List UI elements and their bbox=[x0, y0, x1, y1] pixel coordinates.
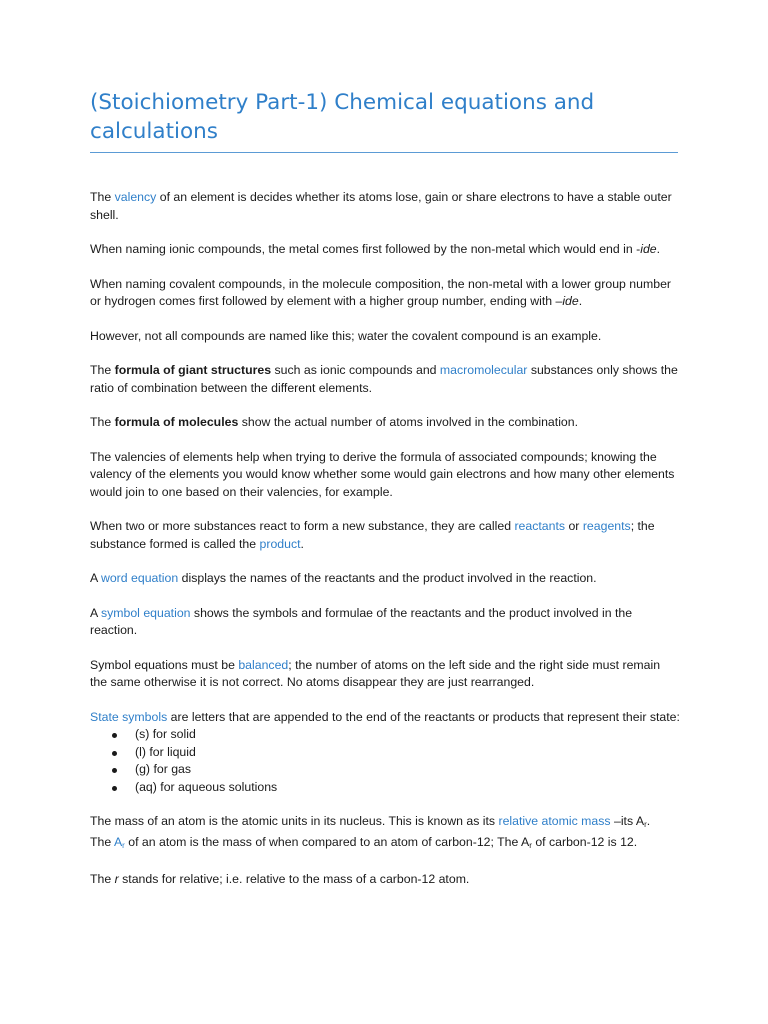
text-run: When two or more substances react to form a new substance, they are called bbox=[90, 519, 515, 533]
text-run: The bbox=[90, 834, 114, 849]
text-run: When naming ionic compounds, the metal comes first followed by the non-metal which would end in - bbox=[90, 242, 641, 256]
list-item-text: (g) for gas bbox=[135, 762, 192, 776]
list-item bbox=[90, 761, 680, 779]
bullet-icon bbox=[112, 786, 117, 791]
text-run: or bbox=[565, 519, 583, 533]
keyword-term: valency bbox=[114, 190, 157, 204]
text-run: The bbox=[90, 415, 115, 429]
keyword-term: word equation bbox=[100, 571, 179, 585]
document-title: (Stoichiometry Part-1) Chemical equations and calculations bbox=[90, 90, 595, 144]
bold-term: formula of giant structures bbox=[114, 363, 272, 377]
list-item-text: (s) for solid bbox=[135, 727, 196, 741]
paragraph bbox=[90, 189, 680, 224]
keyword-term: State symbols bbox=[90, 709, 168, 724]
text-run: When naming covalent compounds, in the molecule composition, the non-metal with a lower group number or hydrogen comes first followed by element with a higher group number, ending with – bbox=[90, 276, 671, 308]
paragraph bbox=[90, 518, 680, 553]
paragraph bbox=[90, 605, 680, 640]
paragraph bbox=[90, 362, 680, 397]
paragraph bbox=[90, 414, 680, 432]
text-run: . bbox=[578, 294, 583, 308]
paragraph bbox=[90, 328, 680, 346]
text-run: ; the substance formed is called the bbox=[90, 519, 655, 551]
text-run: show the actual number of atoms involved in the combination. bbox=[238, 415, 579, 429]
state-symbols-paragraph bbox=[90, 709, 680, 727]
paragraph bbox=[90, 241, 680, 259]
text-run: of an element is decides whether its atoms lose, gain or share electrons to have a stable outer shell. bbox=[90, 190, 672, 222]
text-run: The bbox=[90, 363, 115, 377]
keyword-term: product bbox=[259, 536, 301, 551]
italic-term: ide bbox=[562, 294, 579, 308]
closing-paragraphs bbox=[90, 813, 680, 889]
text-run: . bbox=[646, 814, 651, 828]
title-underline bbox=[90, 152, 678, 153]
keyword-term: A bbox=[113, 834, 123, 849]
text-run: However, not all compounds are named like this; water the covalent compound is an example. bbox=[90, 328, 602, 343]
italic-term: r bbox=[114, 872, 119, 886]
keyword-term: relative atomic mass bbox=[498, 814, 611, 828]
bullet-icon bbox=[112, 751, 117, 756]
state-symbols-list bbox=[90, 726, 680, 796]
paragraph bbox=[90, 871, 680, 889]
text-run: displays the names of the reactants and the product involved in the reaction. bbox=[178, 571, 597, 585]
paragraph bbox=[90, 449, 680, 502]
text-run: The valencies of elements help when trying to derive the formula of associated compounds; knowing the valency of the elements you would know whether some would gain electrons and how many other elements would join to one based on their valencies, for example. bbox=[90, 449, 675, 499]
text-run: stands for relative; i.e. relative to the mass of a carbon-12 atom. bbox=[118, 872, 470, 886]
keyword-term: symbol equation bbox=[100, 605, 191, 620]
subscript-text: r bbox=[644, 820, 647, 829]
text-run: of an atom is the mass of when compared to an atom of carbon-12; The A bbox=[124, 834, 530, 849]
text-run: A bbox=[90, 571, 101, 585]
paragraph bbox=[90, 570, 680, 588]
keyword-term: reagents bbox=[582, 519, 631, 533]
paragraph bbox=[90, 276, 680, 311]
text-run: such as ionic compounds and bbox=[271, 363, 440, 377]
bullet-icon bbox=[112, 733, 117, 738]
text-run: shows the symbols and formulae of the reactants and the product involved in the reaction. bbox=[90, 605, 633, 637]
text-run: of carbon-12 is 12. bbox=[531, 834, 638, 849]
text-run: ; the number of atoms on the left side and the right side must remain the same otherwise it is not correct. No atoms disappear they are just rearranged. bbox=[90, 657, 661, 689]
text-run: Symbol equations must be bbox=[90, 657, 239, 672]
text-run: The bbox=[90, 872, 115, 886]
keyword-term: r bbox=[122, 840, 125, 850]
list-item-text: (l) for liquid bbox=[135, 744, 196, 759]
italic-term: ide bbox=[640, 242, 657, 256]
list-item bbox=[90, 744, 680, 762]
text-run: substances only shows the ratio of combination between the different elements. bbox=[90, 363, 678, 395]
bullet-icon bbox=[112, 768, 117, 773]
keyword-term: balanced bbox=[238, 657, 289, 672]
list-item bbox=[90, 779, 680, 797]
document-body bbox=[90, 189, 680, 906]
subscript-text: r bbox=[529, 840, 532, 850]
keyword-term: macromolecular bbox=[439, 363, 528, 377]
text-run: The bbox=[90, 190, 115, 204]
text-run: . bbox=[656, 242, 661, 256]
text-run: The mass of an atom is the atomic units in its nucleus. This is known as its bbox=[90, 814, 499, 828]
keyword-term: reactants bbox=[514, 519, 566, 533]
list-item bbox=[90, 726, 680, 744]
text-run: . bbox=[300, 536, 304, 551]
paragraph bbox=[90, 657, 680, 692]
text-run: A bbox=[90, 605, 101, 620]
text-run: –its A bbox=[610, 814, 645, 828]
text-run: are letters that are appended to the end of the reactants or products that represent their state: bbox=[167, 709, 680, 724]
list-item-text: (aq) for aqueous solutions bbox=[135, 779, 278, 794]
paragraph bbox=[90, 813, 680, 854]
bold-term: formula of molecules bbox=[114, 415, 239, 429]
paragraph-group bbox=[90, 189, 680, 692]
